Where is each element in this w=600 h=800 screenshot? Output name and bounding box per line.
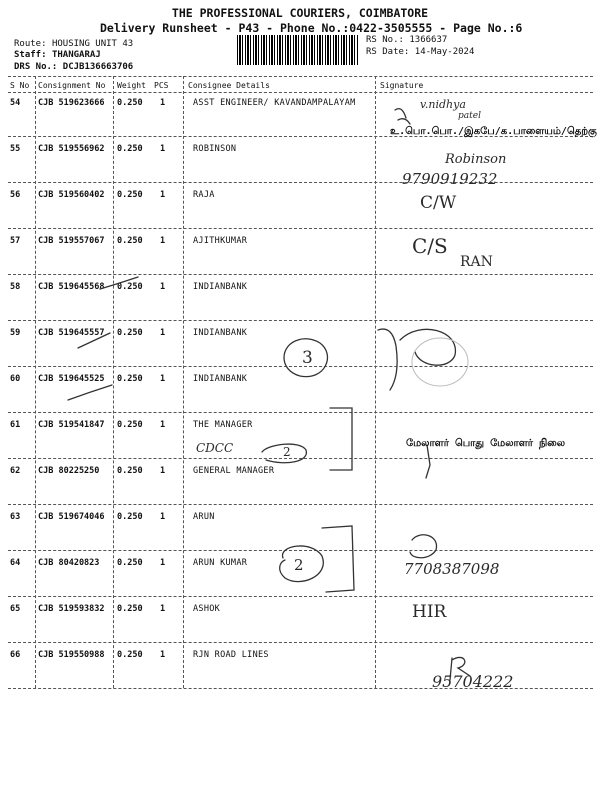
row-consignee: ROBINSON bbox=[193, 144, 237, 154]
row-sno: 60 bbox=[10, 374, 21, 384]
row-pcs: 1 bbox=[160, 236, 166, 246]
row-sno: 63 bbox=[10, 512, 21, 522]
row-weight: 0.250 bbox=[117, 558, 143, 568]
sig-row65: HIR bbox=[412, 602, 447, 622]
row-sno: 66 bbox=[10, 650, 21, 660]
check-tick bbox=[68, 385, 112, 400]
row-consignment-no: CJB 519645568 bbox=[38, 282, 105, 292]
row-consignment-no: CJB 519557067 bbox=[38, 236, 105, 246]
row-sno: 65 bbox=[10, 604, 21, 614]
col-header-sno: S No bbox=[10, 81, 30, 90]
row-pcs: 1 bbox=[160, 604, 166, 614]
row-weight: 0.250 bbox=[117, 144, 143, 154]
row-sno: 55 bbox=[10, 144, 21, 154]
drs-line: DRS No.: DCJB136663706 bbox=[14, 62, 134, 72]
row-consignee: ASST ENGINEER/ KAVANDAMPALAYAM bbox=[193, 98, 356, 108]
sig-row55: Robinson bbox=[445, 152, 507, 167]
row-consignee: THE MANAGER bbox=[193, 420, 253, 430]
sig-row54: v.nidhya bbox=[420, 98, 466, 111]
row-pcs: 1 bbox=[160, 420, 166, 430]
rs-date-value: 14-May-2024 bbox=[414, 47, 475, 57]
company-title: THE PROFESSIONAL COURIERS, COIMBATORE bbox=[171, 6, 429, 20]
row-consignee: RAJA bbox=[193, 190, 215, 200]
rs-date-line: RS Date: 14-May-2024 bbox=[366, 47, 475, 57]
row-sno: 56 bbox=[10, 190, 21, 200]
row-consignee: ARUN KUMAR bbox=[193, 558, 248, 568]
sig-row64: 7708387098 bbox=[404, 560, 500, 578]
row-pcs: 1 bbox=[160, 98, 166, 108]
row-pcs: 1 bbox=[160, 466, 166, 476]
row-consignee: AJITHKUMAR bbox=[193, 236, 248, 246]
rs-number-line: RS No.: 1366637 bbox=[366, 35, 448, 45]
row-pcs: 1 bbox=[160, 512, 166, 522]
row-pcs: 1 bbox=[160, 374, 166, 384]
row-weight: 0.250 bbox=[117, 650, 143, 660]
row-consignment-no: CJB 519623666 bbox=[38, 98, 105, 108]
col-header-consignee: Consignee Details bbox=[188, 81, 270, 90]
sig-row56: C/W bbox=[420, 193, 457, 213]
stamp-row54: உ.பொ.பொ./இகபே/க.பாளையம்/தெற்கு bbox=[390, 126, 597, 137]
circled-number: 2 bbox=[283, 445, 291, 459]
check-tick bbox=[78, 333, 110, 348]
row-consignee: RJN ROAD LINES bbox=[193, 650, 269, 660]
row-pcs: 1 bbox=[160, 144, 166, 154]
note-row61: CDCC bbox=[196, 441, 234, 455]
row-consignment-no: CJB 80225250 bbox=[38, 466, 100, 476]
row-consignment-no: CJB 519560402 bbox=[38, 190, 105, 200]
row-weight: 0.250 bbox=[117, 466, 143, 476]
staff-line: Staff: THANGARAJ bbox=[14, 50, 101, 60]
row-weight: 0.250 bbox=[117, 512, 143, 522]
row-consignment-no: CJB 519550988 bbox=[38, 650, 105, 660]
stamp-row61: மேலாளர் பொது மேலாளர் நிலை bbox=[406, 438, 566, 449]
drs-value: DCJB136663706 bbox=[62, 62, 134, 72]
circled-number: 2 bbox=[294, 556, 304, 574]
row-weight: 0.250 bbox=[117, 328, 143, 338]
row-consignment-no: CJB 519593832 bbox=[38, 604, 105, 614]
sig-row57: C/S bbox=[412, 234, 448, 258]
row-consignee: ARUN bbox=[193, 512, 215, 522]
circled-number: 3 bbox=[302, 348, 313, 368]
check-tick bbox=[100, 277, 138, 289]
row-sno: 57 bbox=[10, 236, 21, 246]
row-pcs: 1 bbox=[160, 650, 166, 660]
sig-row66: 95704222 bbox=[432, 672, 514, 691]
row-consignment-no: CJB 80420823 bbox=[38, 558, 100, 568]
row-consignment-no: CJB 519541847 bbox=[38, 420, 105, 430]
row-weight: 0.250 bbox=[117, 236, 143, 246]
row-weight: 0.250 bbox=[117, 190, 143, 200]
faint-stamp bbox=[412, 338, 468, 386]
route-line: Route: HOUSING UNIT 43 bbox=[14, 39, 134, 49]
row-weight: 0.250 bbox=[117, 282, 143, 292]
row-sno: 59 bbox=[10, 328, 21, 338]
row-consignee: ASHOK bbox=[193, 604, 221, 614]
staff-value: THANGARAJ bbox=[51, 50, 101, 60]
row-consignment-no: CJB 519645525 bbox=[38, 374, 105, 384]
row-consignment-no: CJB 519556962 bbox=[38, 144, 105, 154]
sig-loop bbox=[395, 109, 410, 124]
row-sno: 61 bbox=[10, 420, 21, 430]
row-consignee: INDIANBANK bbox=[193, 282, 248, 292]
bracket bbox=[330, 408, 352, 470]
row-consignment-no: CJB 519645557 bbox=[38, 328, 105, 338]
row-pcs: 1 bbox=[160, 282, 166, 292]
row-consignee: INDIANBANK bbox=[193, 328, 248, 338]
runsheet-title: Delivery Runsheet - P43 - Phone No.:0422-3505555 - Page No.:6 bbox=[100, 21, 523, 35]
rs-number-value: 1366637 bbox=[409, 35, 448, 45]
col-header-consignment: Consignment No bbox=[38, 81, 106, 90]
row-sno: 54 bbox=[10, 98, 21, 108]
row-consignment-no: CJB 519674046 bbox=[38, 512, 105, 522]
sig-loop bbox=[410, 535, 437, 558]
row-weight: 0.250 bbox=[117, 420, 143, 430]
row-pcs: 1 bbox=[160, 558, 166, 568]
row-sno: 58 bbox=[10, 282, 21, 292]
col-header-weight: Weight bbox=[117, 81, 146, 90]
col-header-signature: Signature bbox=[380, 81, 424, 90]
row-pcs: 1 bbox=[160, 190, 166, 200]
col-header-pcs: PCS bbox=[154, 81, 169, 90]
row-consignee: INDIANBANK bbox=[193, 374, 248, 384]
row-sno: 62 bbox=[10, 466, 21, 476]
row-consignee: GENERAL MANAGER bbox=[193, 466, 275, 476]
row-weight: 0.250 bbox=[117, 374, 143, 384]
sig-row57-sub: RAN bbox=[460, 254, 493, 270]
row-weight: 0.250 bbox=[117, 604, 143, 614]
row-weight: 0.250 bbox=[117, 98, 143, 108]
bracket bbox=[322, 526, 354, 592]
sig-row55-phone: 9790919232 bbox=[402, 170, 498, 188]
sig-row54-sub: patel bbox=[458, 111, 481, 121]
route-value: HOUSING UNIT 43 bbox=[51, 39, 134, 49]
row-pcs: 1 bbox=[160, 328, 166, 338]
row-sno: 64 bbox=[10, 558, 21, 568]
